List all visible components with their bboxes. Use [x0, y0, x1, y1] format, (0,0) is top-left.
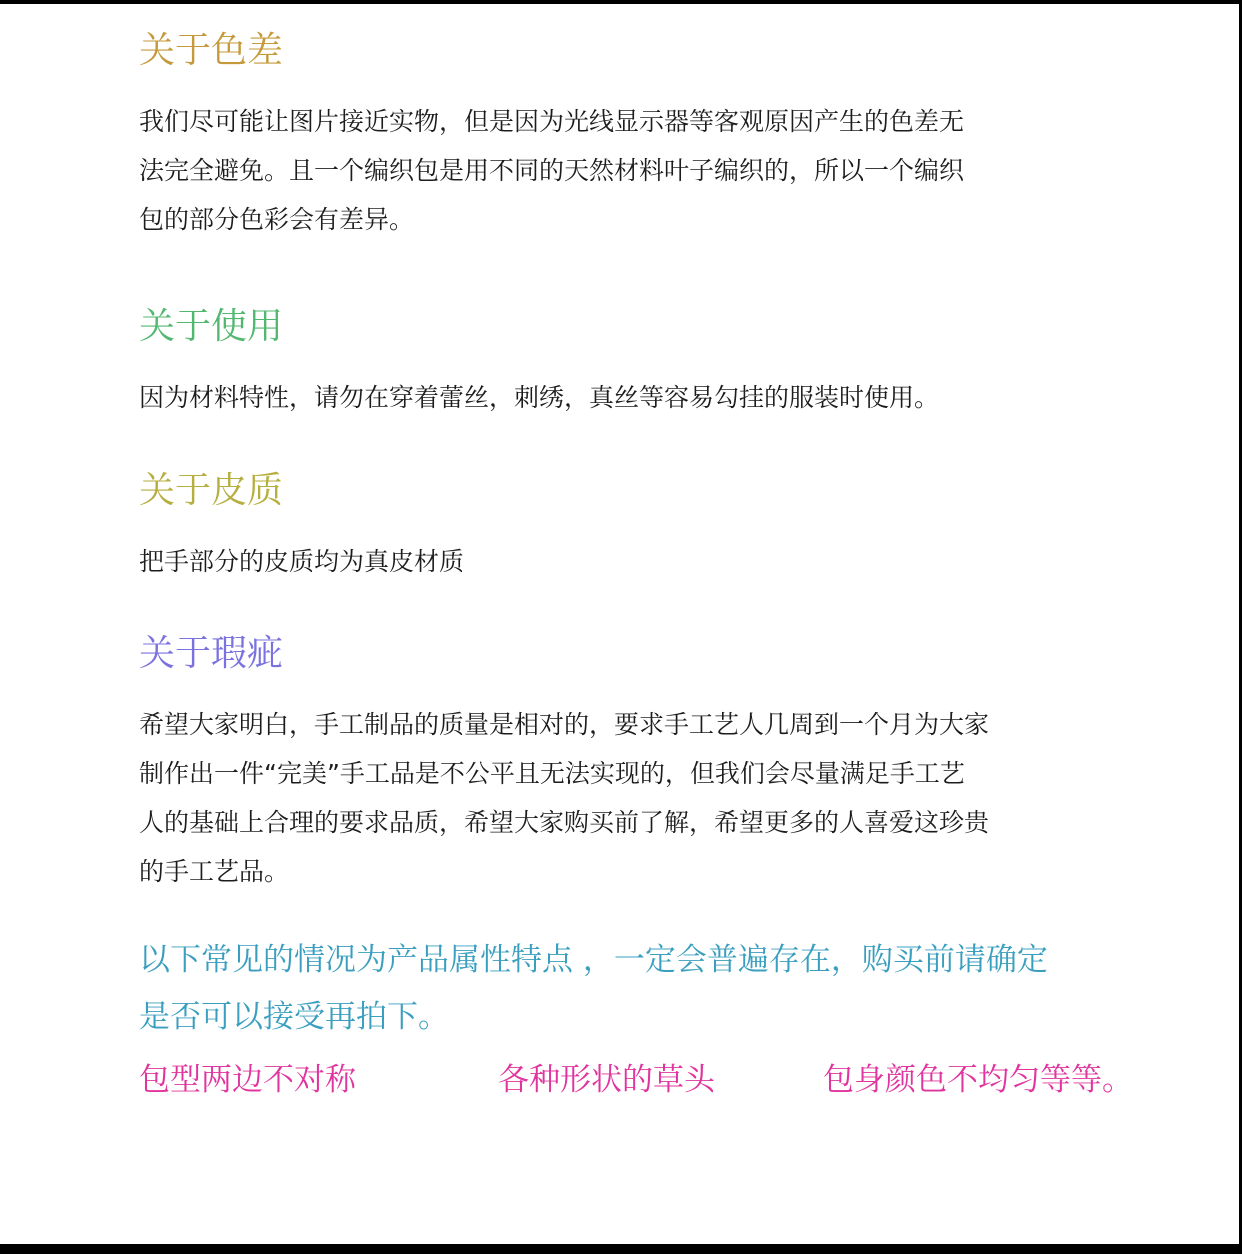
body-line: 制作出一件“完美”手工品是不公平且无法实现的，但我们会尽量满足手工艺 [139, 759, 965, 788]
notice-line: 是否可以接受再拍下。 [139, 999, 449, 1035]
section-body [139, 700, 1099, 896]
section-body [139, 97, 1099, 244]
section-body [139, 537, 1099, 586]
body-line: 的手工艺品。 [139, 857, 290, 886]
body-line: 我们尽可能让图片接近实物，但是因为光线显示器等客观原因产生的色差无 [139, 107, 965, 136]
section-leather [139, 470, 1099, 586]
section-usage [139, 306, 1099, 422]
page [0, 4, 1239, 1244]
section-title: 关于使用 [139, 306, 284, 347]
notice [139, 932, 1139, 1046]
tag-asymmetric: 包型两边不对称 [139, 1062, 356, 1098]
body-line: 包的部分色彩会有差异。 [139, 205, 415, 234]
section-color-difference [139, 30, 1099, 244]
notice-line: 以下常见的情况为产品属性特点 ，一定会普遍存在，购买前请确定 [139, 942, 1048, 978]
tag-uneven-color: 包身颜色不均匀等等。 [823, 1062, 1133, 1098]
tag-straw-ends: 各种形状的草头 [498, 1062, 715, 1098]
section-title: 关于皮质 [139, 470, 284, 511]
section-body [139, 373, 1099, 422]
body-line: 人的基础上合理的要求品质，希望大家购买前了解，希望更多的人喜爱这珍贵 [139, 808, 990, 837]
section-title: 关于色差 [139, 30, 284, 71]
body-line: 把手部分的皮质均为真皮材质 [139, 547, 465, 576]
feature-tags [0, 1058, 1239, 1102]
body-line: 因为材料特性，请勿在穿着蕾丝，刺绣，真丝等容易勾挂的服装时使用。 [139, 383, 940, 412]
section-title: 关于瑕疵 [139, 633, 284, 674]
section-flaws [139, 633, 1099, 896]
body-line: 希望大家明白，手工制品的质量是相对的，要求手工艺人几周到一个月为大家 [139, 710, 990, 739]
body-line: 法完全避免。且一个编织包是用不同的天然材料叶子编织的，所以一个编织 [139, 156, 965, 185]
